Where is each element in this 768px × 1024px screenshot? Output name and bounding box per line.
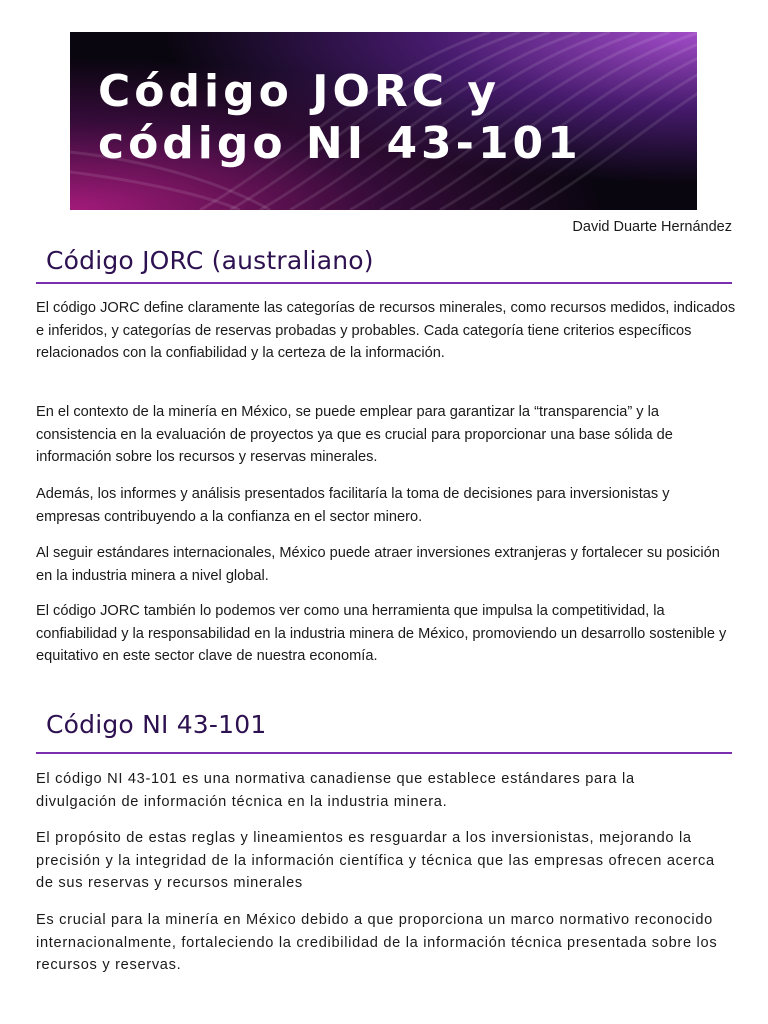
- paragraph: En el contexto de la minería en México, se puede emplear para garantizar la “transparencia” y la consistencia en la evaluación de proyectos ya que es crucial para proporcionar una base sólida de información sobre los recursos y reservas minerales.: [36, 404, 673, 465]
- author-name: David Duarte Hernández: [572, 219, 732, 235]
- section-divider: [36, 282, 732, 284]
- header-banner: [70, 32, 697, 210]
- section-title-jorc: Código JORC (australiano): [46, 246, 374, 275]
- paragraph: Es crucial para la minería en México debido a que proporciona un marco normativo reconocido internacionalmente, fortaleciendo la credibilidad de la información técnica presentada sobre los recursos y reservas.: [36, 912, 718, 973]
- paragraph: El código NI 43-101 es una normativa canadiense que establece estándares para la divulgación de información técnica en la industria minera.: [36, 771, 635, 810]
- section-title-ni-43-101: Código NI 43-101: [46, 710, 267, 739]
- document-title: Código JORC y código NI 43-101: [98, 66, 582, 169]
- paragraph: El código JORC define claramente las categorías de recursos minerales, como recursos medidos, indicados e inferidos, y categorías de reservas probadas y probables. Cada categoría tiene criterios específicos relacionados con la confiabilidad y la certeza de la información.: [36, 300, 736, 361]
- section-divider: [36, 752, 732, 754]
- paragraph: Al seguir estándares internacionales, México puede atraer inversiones extranjeras y fortalecer su posición en la industria minera a nivel global.: [36, 545, 720, 584]
- paragraph: Además, los informes y análisis presentados facilitaría la toma de decisiones para inversionistas y empresas contribuyendo a la confianza en el sector minero.: [36, 486, 670, 525]
- paragraph: El propósito de estas reglas y lineamientos es resguardar a los inversionistas, mejorando la precisión y la integridad de la información científica y técnica que las empresas ofrecen acerca de sus reservas y recursos minerales: [36, 830, 715, 891]
- paragraph: El código JORC también lo podemos ver como una herramienta que impulsa la competitividad, la confiabilidad y la responsabilidad en la industria minera de México, promoviendo un desarrollo sostenible y equitativo en este sector clave de nuestra economía.: [36, 603, 727, 664]
